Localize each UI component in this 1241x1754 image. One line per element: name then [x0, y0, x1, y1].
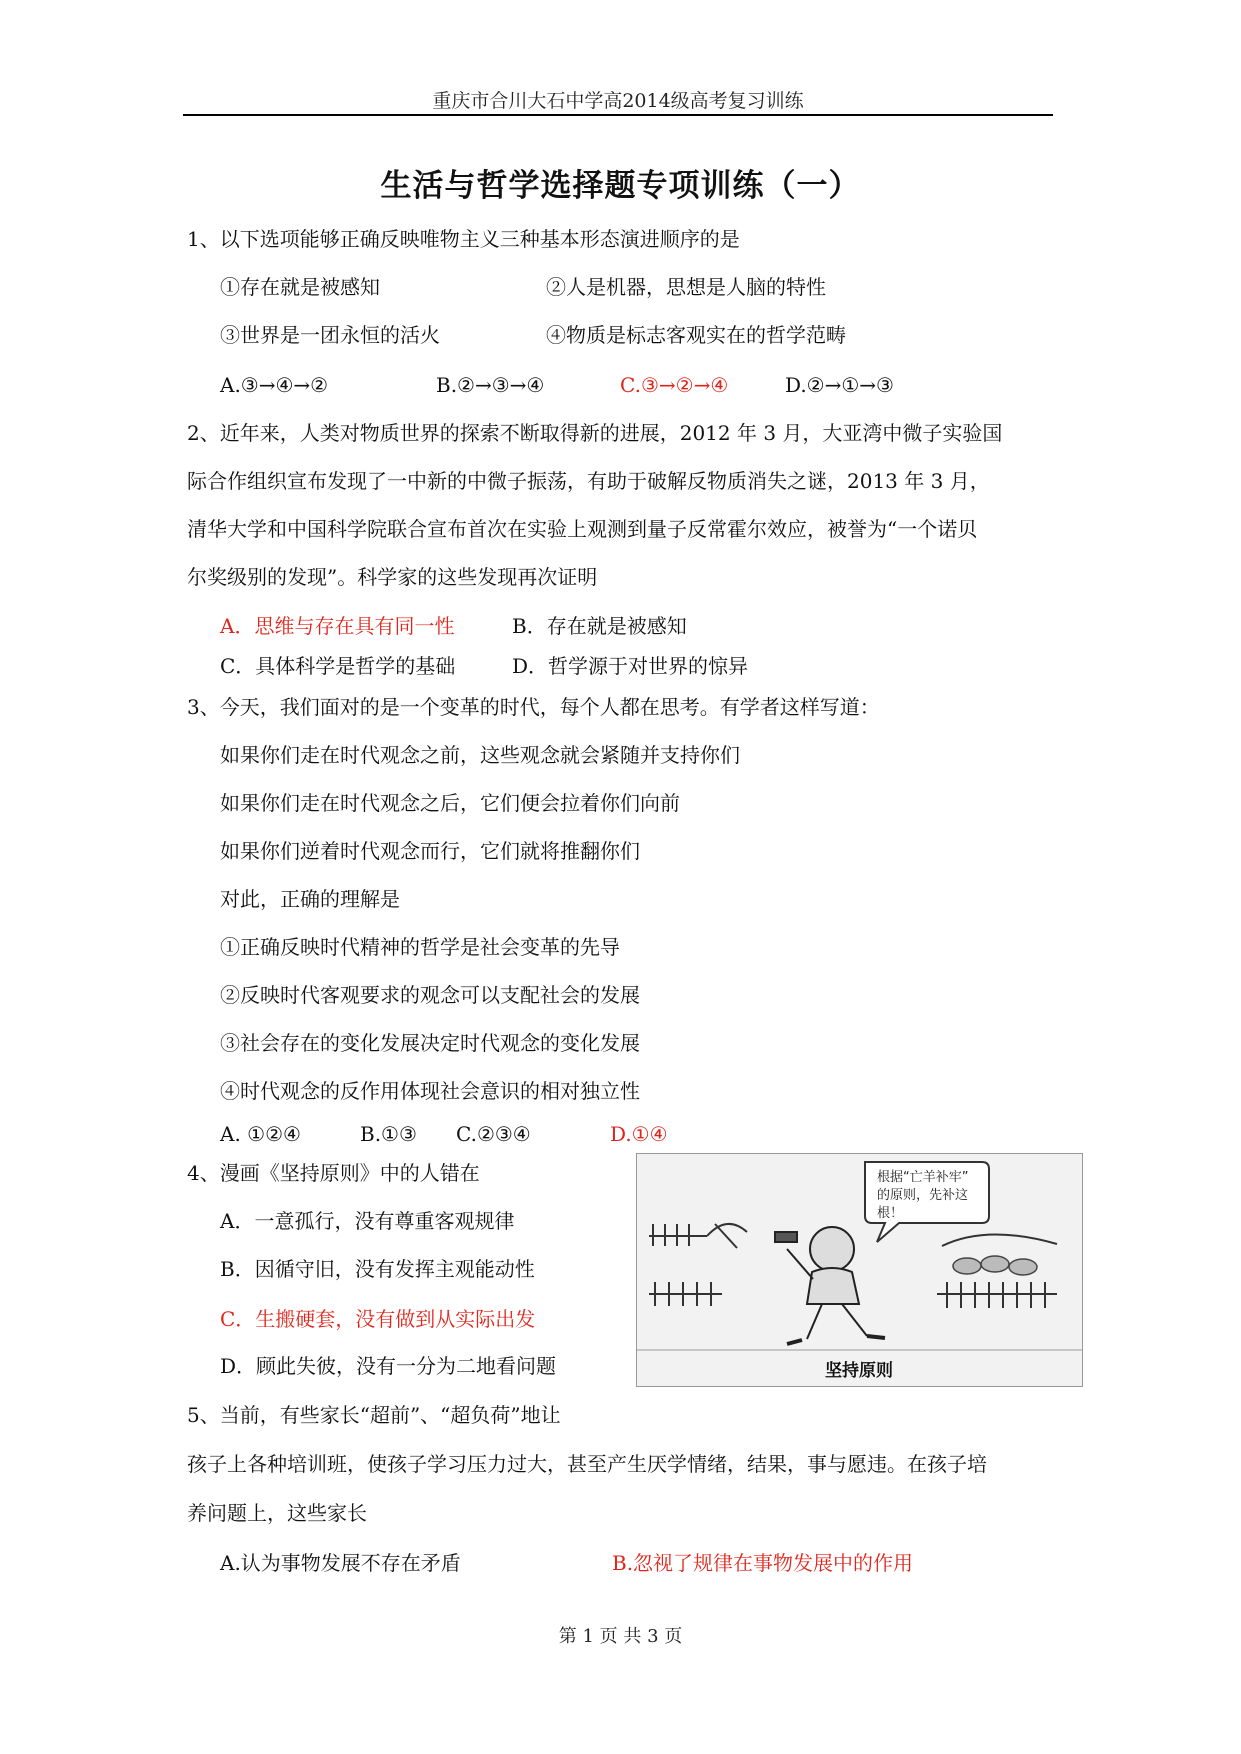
q1-stem: 1、以下选项能够正确反映唯物主义三种基本形态演进顺序的是 [187, 227, 740, 251]
q2-line-4: 尔奖级别的发现”。科学家的这些发现再次证明 [187, 565, 598, 589]
q1-option-a: A.③→④→② [220, 373, 329, 397]
q3-stem: 3、今天，我们面对的是一个变革的时代，每个人都在思考。有学者这样写道： [187, 695, 880, 719]
q5-option-b-answer: B.忽视了规律在事物发展中的作用 [612, 1551, 914, 1575]
q3-statement-2: ②反映时代客观要求的观念可以支配社会的发展 [220, 983, 640, 1007]
q1-statement-1: ①存在就是被感知 [220, 275, 380, 299]
q4-stem: 4、漫画《坚持原则》中的人错在 [187, 1161, 480, 1185]
cartoon-speech-line-1: 根据“亡羊补牢” [877, 1170, 969, 1185]
q3-option-d-answer: D.①④ [610, 1122, 668, 1146]
q2-line-3: 清华大学和中国科学院联合宣布首次在实验上观测到量子反常霍尔效应，被誉为“一个诺贝 [187, 517, 978, 541]
q3-passage-3: 如果你们逆着时代观念而行，它们就将推翻你们 [220, 839, 640, 863]
q2-option-c: C．具体科学是哲学的基础 [220, 654, 456, 678]
q3-statement-4: ④时代观念的反作用体现社会意识的相对独立性 [220, 1079, 640, 1103]
cartoon-speech-line-3: 根！ [877, 1206, 904, 1221]
q1-option-c-answer: C.③→②→④ [620, 373, 729, 397]
q4-option-c-answer: C．生搬硬套，没有做到从实际出发 [220, 1307, 536, 1331]
q1-statement-3: ③世界是一团永恒的活火 [220, 323, 440, 347]
q1-statement-4: ④物质是标志客观实在的哲学范畴 [546, 323, 846, 347]
cartoon-drawing [637, 1154, 1082, 1386]
q3-statement-1: ①正确反映时代精神的哲学是社会变革的先导 [220, 935, 620, 959]
q5-line-1: 5、当前，有些家长“超前”、“超负荷”地让 [187, 1403, 561, 1427]
q2-option-a-answer: A．思维与存在具有同一性 [220, 614, 455, 638]
q4-option-d: D．顾此失彼，没有一分为二地看问题 [220, 1354, 557, 1378]
q3-passage-2: 如果你们走在时代观念之后，它们便会拉着你们向前 [220, 791, 680, 815]
q5-option-a: A.认为事物发展不存在矛盾 [220, 1551, 461, 1575]
q2-option-d: D．哲学源于对世界的惊异 [512, 654, 749, 678]
q2-option-b: B．存在就是被感知 [512, 614, 687, 638]
q1-option-b: B.②→③→④ [436, 373, 545, 397]
cartoon-caption: 坚持原则 [825, 1361, 893, 1381]
page-header: 重庆市合川大石中学高2014级高考复习训练 [432, 90, 804, 112]
q3-option-b: B.①③ [360, 1122, 417, 1146]
page-title: 生活与哲学选择题专项训练（一） [380, 168, 861, 204]
cartoon-speech-line-2: 的原则，先补这 [877, 1188, 969, 1203]
q1-option-d: D.②→①→③ [785, 373, 894, 397]
q3-option-a: A. ①②④ [220, 1122, 301, 1146]
q4-option-a: A．一意孤行，没有尊重客观规律 [220, 1209, 515, 1233]
q5-line-3: 养问题上，这些家长 [187, 1501, 367, 1525]
q5-line-2: 孩子上各种培训班，使孩子学习压力过大，甚至产生厌学情绪，结果，事与愿违。在孩子培 [187, 1452, 987, 1476]
q1-statement-2: ②人是机器，思想是人脑的特性 [546, 275, 826, 299]
q4-option-b: B．因循守旧，没有发挥主观能动性 [220, 1257, 535, 1281]
header-rule [183, 114, 1053, 116]
q2-line-2: 际合作组织宣布发现了一中新的中微子振荡，有助于破解反物质消失之谜，2013 年 3 月， [187, 469, 990, 493]
cartoon-image [636, 1153, 1083, 1387]
page-footer: 第 1 页 共 3 页 [558, 1626, 683, 1647]
q2-line-1: 2、近年来，人类对物质世界的探索不断取得新的进展，2012 年 3 月，大亚湾中微子实验国 [187, 421, 1003, 445]
q3-statement-3: ③社会存在的变化发展决定时代观念的变化发展 [220, 1031, 640, 1055]
q3-option-c: C.②③④ [456, 1122, 531, 1146]
q3-prompt: 对此，正确的理解是 [220, 887, 400, 911]
q3-passage-1: 如果你们走在时代观念之前，这些观念就会紧随并支持你们 [220, 743, 740, 767]
